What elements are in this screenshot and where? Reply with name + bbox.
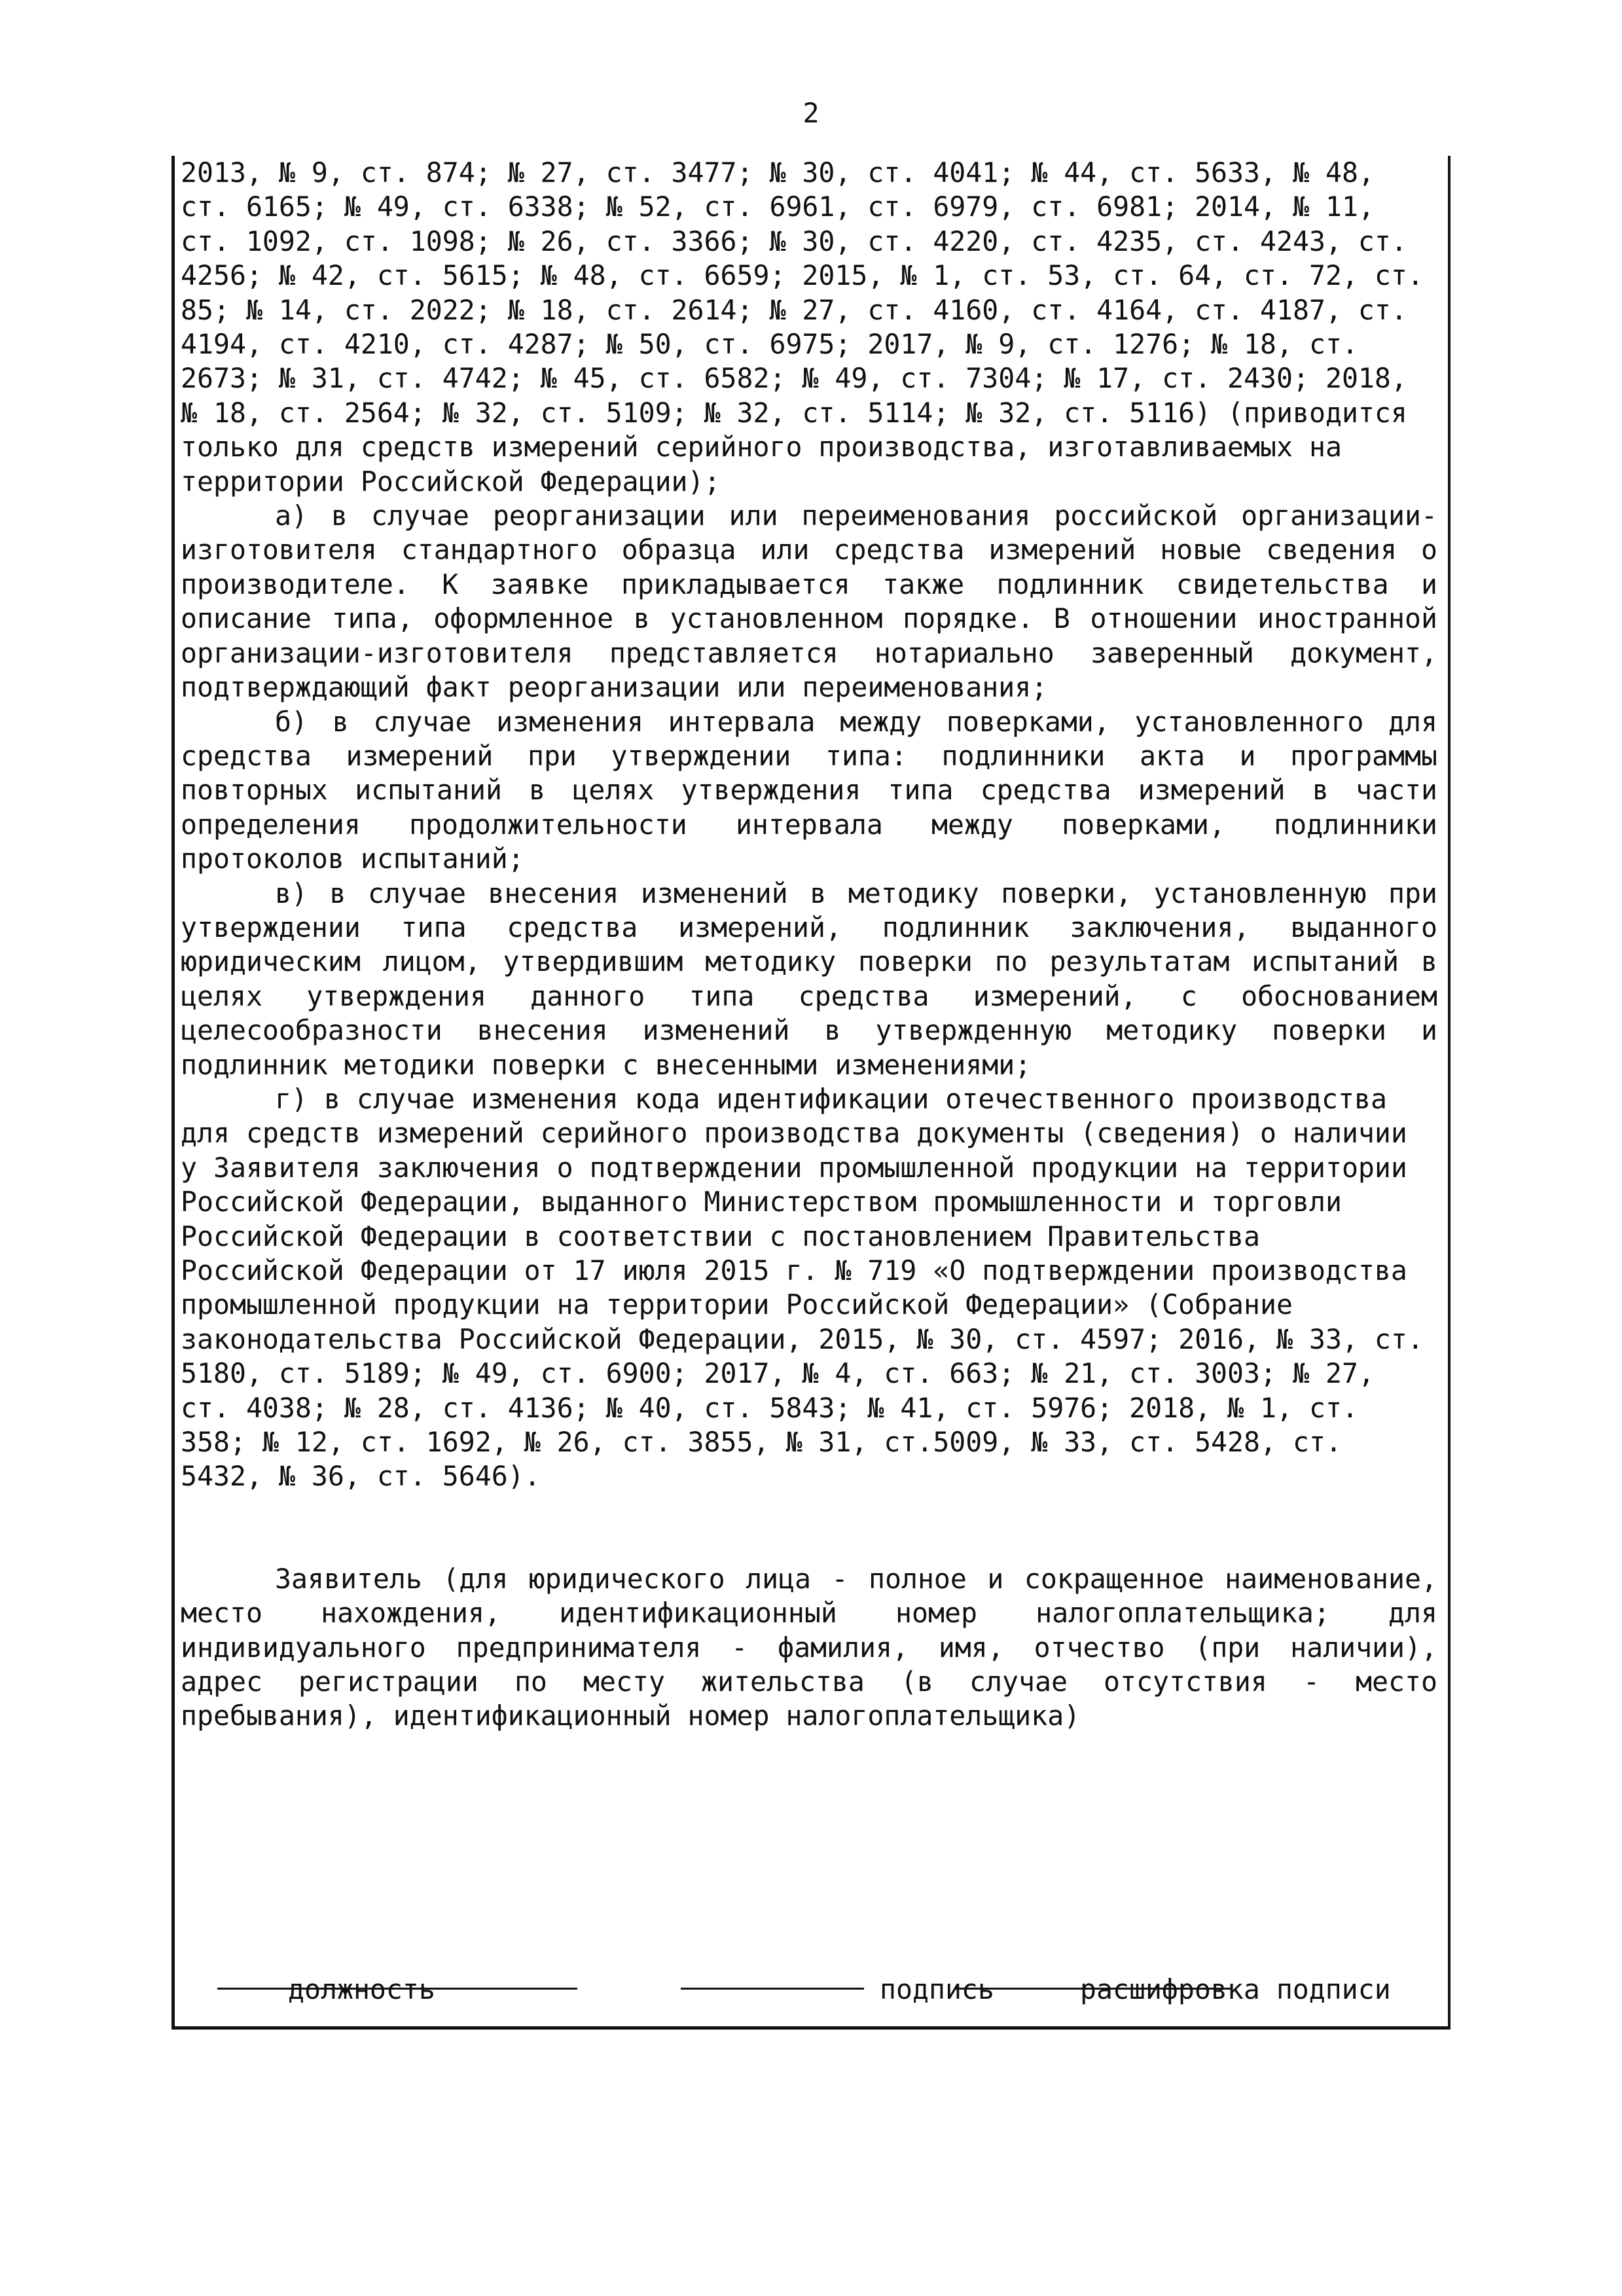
applicant-paragraph: Заявитель (для юридического лица - полное и сокращенное наименование, место нахождения, идентификационный номер налогоплательщика; для индивидуального предпринимателя - фамилия, имя, отчество (при наличии), адрес регистрации по месту жительства (в случае отсутствия - место пребывания), идентификационный номер налогоплательщика) xyxy=(181,1562,1437,1732)
document-body xyxy=(181,156,1437,1734)
spacer xyxy=(181,1494,1437,1562)
page-number: 2 xyxy=(802,97,820,129)
position-label: должность xyxy=(288,1973,435,2005)
item-g-paragraph: г) в случае изменения кода идентификации отечественного производства для средств измерений серийного производства документы (сведения) о наличии у Заявителя заключения о подтверждении промышленной продукции на территории Российской Федерации, выданного Министерством промышленности и торговли Российской Федерации в соответствии с постановлением Правительства Российской Федерации от 17 июля 2015 г. № 719 «О подтверждении производства промышленной продукции на территории Российской Федерации» (Собрание законодательства Российской Федерации, 2015, № 30, ст. 4597; 2016, № 33, ст. 5180, ст. 5189; № 49, ст. 6900; 2017, № 4, ст. 663; № 21, ст. 3003; № 27, ст. 4038; № 28, ст. 4136; № 40, ст. 5843; № 41, ст. 5976; 2018, № 1, ст. 358; № 12, ст. 1692, № 26, ст. 3855, № 31, ст.5009, № 33, ст. 5428, ст. 5432, № 36, ст. 5646). xyxy=(181,1082,1424,1493)
signature-line xyxy=(681,1988,864,1990)
item-a-paragraph: а) в случае реорганизации или переименования российской организации-изготовителя стандартного образца или средства измерений новые сведения о производителе. К заявке прикладывается также подлинник свидетельства и описание типа, оформленное в установленном порядке. В отношении иностранной организации-изготовителя представляется нотариально заверенный документ, подтверждающий факт реорганизации или переименования; xyxy=(181,500,1437,704)
decoding-label: расшифровка подписи xyxy=(1080,1973,1391,2005)
item-v-paragraph: в) в случае внесения изменений в методику поверки, установленную при утверждении типа средства измерений, подлинник заключения, выданного юридическим лицом, утвердившим методику поверки по результатам испытаний в целях утверждения данного типа средства измерений, с обоснованием целесообразности внесения изменений в утвержденную методику поверки и подлинник методики поверки с внесенными изменениями; xyxy=(181,877,1437,1081)
signature-label: подпись xyxy=(880,1973,994,2005)
item-b-paragraph: б) в случае изменения интервала между поверками, установленного для средства измерений при утверждении типа: подлинники акта и программы повторных испытаний в целях утверждения типа средства измерений в части определения продолжительности интервала между поверками, подлинники протоколов испытаний; xyxy=(181,705,1437,875)
legal-references-paragraph: 2013, № 9, ст. 874; № 27, ст. 3477; № 30, ст. 4041; № 44, ст. 5633, № 48, ст. 6165; № 49, ст. 6338; № 52, ст. 6961, ст. 6979, ст. 6981; 2014, № 11, ст. 1092, ст. 1098; № 26, ст. 3366; № 30, ст. 4220, ст. 4235, ст. 4243, ст. 4256; № 42, ст. 5615; № 48, ст. 6659; 2015, № 1, ст. 53, ст. 64, ст. 72, ст. 85; № 14, ст. 2022; № 18, ст. 2614; № 27, ст. 4160, ст. 4164, ст. 4187, ст. 4194, ст. 4210, ст. 4287; № 50, ст. 6975; 2017, № 9, ст. 1276; № 18, ст. 2673; № 31, ст. 4742; № 45, ст. 6582; № 49, ст. 7304; № 17, ст. 2430; 2018, № 18, ст. 2564; № 32, ст. 5109; № 32, ст. 5114; № 32, ст. 5116) (приводится только для средств измерений серийного производства, изготавливаемых на территории Российской Федерации); xyxy=(181,156,1424,498)
